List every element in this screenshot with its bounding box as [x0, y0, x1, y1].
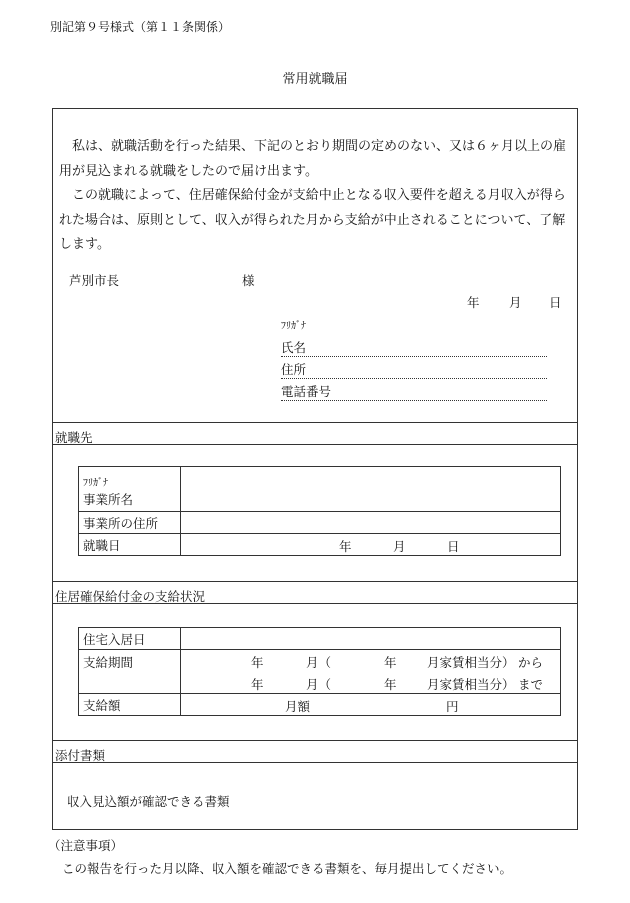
addressee-honorific: 様: [242, 273, 255, 288]
period-end-year: 年: [251, 677, 264, 692]
period-label: 支給期間: [79, 650, 181, 694]
period-end-suffix: まで: [518, 677, 544, 692]
start-date-month: 月: [393, 539, 406, 554]
start-date-day: 日: [447, 539, 460, 554]
office-name-label-cell: [79, 467, 181, 512]
benefit-table: [78, 627, 561, 716]
form-reference: 別記第９号様式（第１１条関係）: [50, 20, 231, 34]
period-end-rent-year: 年: [384, 677, 397, 692]
employment-table: [78, 466, 561, 556]
declaration-paragraph-1: 私は、就職活動を行った結果、下記のとおり期間の定めのない、又は６ヶ月以上の雇用が見込まれる就職をしたので届け出ます。: [59, 139, 567, 179]
amount-yen-label: 円: [446, 699, 459, 714]
table-row: [79, 628, 561, 650]
office-address-label: 事業所の住所: [79, 512, 181, 534]
period-start-month: 月（: [306, 655, 332, 670]
applicant-furigana-label: ﾌﾘｶﾞﾅ: [281, 321, 306, 332]
table-row: [79, 512, 561, 534]
applicant-address-field[interactable]: [281, 360, 547, 379]
divider: [53, 422, 577, 423]
table-row: [79, 534, 561, 556]
period-start-suffix: から: [518, 655, 544, 670]
declaration-paragraph-2: この就職によって、住居確保給付金が支給中止となる収入要件を超える月収入が得られた場合は、原則として、収入が得られた月から支給が中止されることについて、了解します。: [59, 188, 566, 252]
office-name-input[interactable]: [181, 467, 561, 512]
divider: [53, 444, 577, 445]
employment-section-title: 就職先: [55, 430, 93, 445]
divider: [53, 581, 577, 582]
attachment-item: 収入見込額が確認できる書類: [67, 794, 230, 809]
applicant-address-label: 住所: [281, 362, 307, 377]
addressee-mayor: 芦別市長: [69, 273, 120, 288]
period-end-rent: 月家賃相当分）: [427, 677, 515, 692]
notes-title: （注意事項）: [48, 838, 124, 853]
period-start-rent-year: 年: [384, 655, 397, 670]
table-row: [79, 467, 561, 512]
declaration-text: [59, 135, 574, 258]
divider: [53, 740, 577, 741]
table-row: [79, 694, 561, 716]
date-year: 年: [467, 295, 480, 310]
notes-text: この報告を行った月以降、収入額を確認できる書類を、毎月提出してください。: [62, 861, 513, 876]
amount-input[interactable]: [181, 694, 561, 716]
movein-label: 住宅入居日: [79, 628, 181, 650]
start-date-label: 就職日: [79, 534, 181, 556]
form-frame: [52, 108, 578, 830]
start-date-year: 年: [339, 539, 352, 554]
period-end-month: 月（: [306, 677, 332, 692]
period-start-rent: 月家賃相当分）: [427, 655, 515, 670]
movein-input[interactable]: [181, 628, 561, 650]
date-month: 月: [509, 295, 522, 310]
start-date-input[interactable]: [181, 534, 561, 556]
divider: [53, 603, 577, 604]
applicant-name-label: 氏名: [281, 340, 307, 355]
document-title: 常用就職届: [282, 72, 348, 87]
applicant-name-field[interactable]: [281, 338, 547, 357]
office-furigana-label: ﾌﾘｶﾞﾅ: [83, 478, 108, 489]
amount-monthly-label: 月額: [285, 699, 311, 714]
period-start-year: 年: [251, 655, 264, 670]
office-name-label: 事業所名: [83, 492, 134, 507]
period-input[interactable]: [181, 650, 561, 694]
divider: [53, 762, 577, 763]
office-address-input[interactable]: [181, 512, 561, 534]
amount-label: 支給額: [79, 694, 181, 716]
attachments-section-title: 添付書類: [55, 748, 106, 763]
date-day: 日: [549, 295, 562, 310]
benefit-section-title: 住居確保給付金の支給状況: [55, 589, 206, 604]
applicant-phone-field[interactable]: [281, 382, 547, 401]
table-row: [79, 650, 561, 694]
applicant-phone-label: 電話番号: [281, 384, 332, 399]
